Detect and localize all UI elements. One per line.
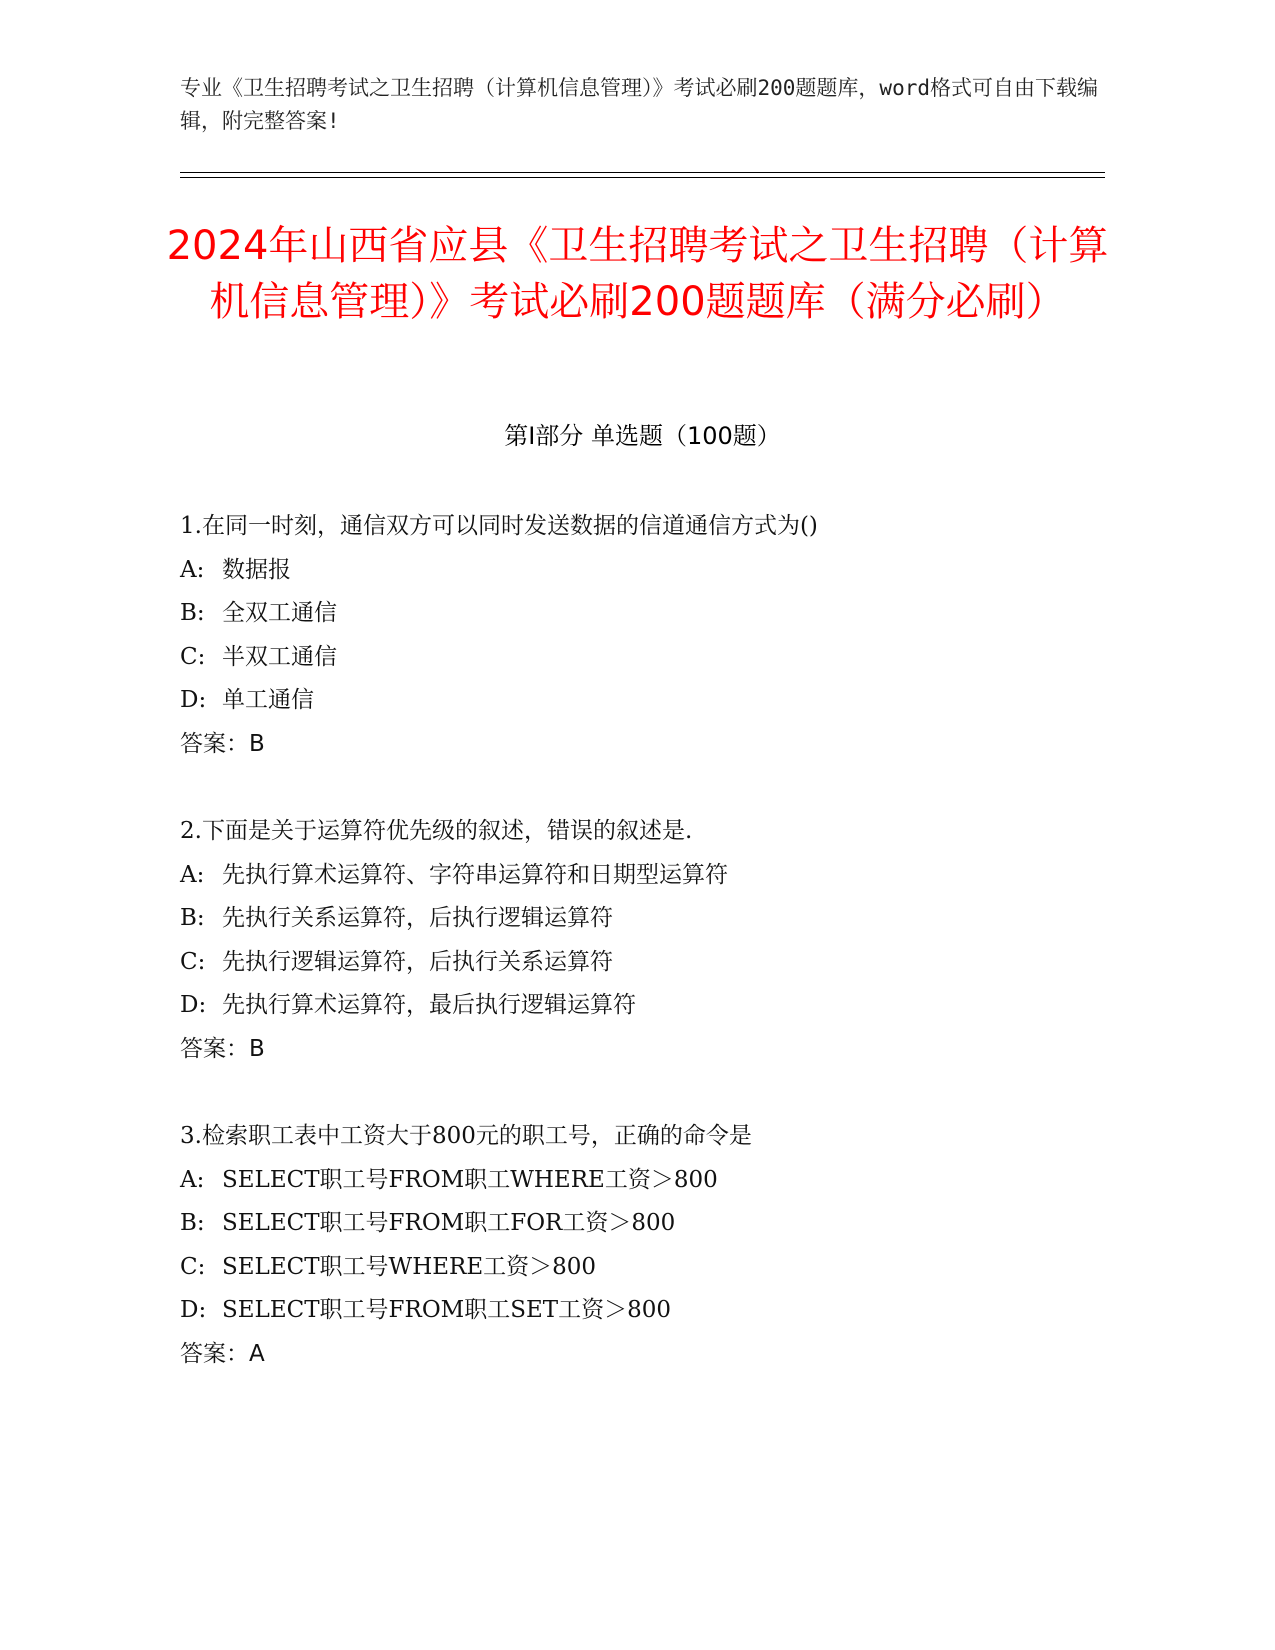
header-rule-bottom	[180, 177, 1105, 178]
option-label: B:	[180, 1210, 205, 1236]
answer: 答案：B	[180, 730, 265, 757]
option-label: C:	[180, 1253, 206, 1280]
option-label: D:	[180, 992, 207, 1018]
option-label: B:	[180, 600, 205, 626]
option-b	[180, 897, 1105, 941]
option-label: B:	[180, 905, 205, 931]
question-2	[180, 810, 1105, 1071]
question-3	[180, 1115, 1105, 1376]
header-note: 专业《卫生招聘考试之卫生招聘（计算机信息管理）》考试必刷200题题库，word格式可自由下载编辑，附完整答案!	[180, 76, 1098, 133]
option-label: C:	[180, 643, 206, 670]
option-a	[180, 1159, 1105, 1203]
question-stem: 3.检索职工表中工资大于800元的职工号，正确的命令是	[180, 1123, 752, 1149]
option-text: SELECT职工号FROM职工SET工资＞800	[222, 1297, 672, 1323]
option-text: SELECT职工号FROM职工FOR工资＞800	[222, 1210, 676, 1236]
option-c	[180, 1246, 1105, 1290]
option-text: 全双工通信	[222, 600, 337, 626]
question-stem: 1.在同一时刻，通信双方可以同时发送数据的信道通信方式为()	[180, 513, 818, 539]
option-text: SELECT职工号FROM职工WHERE工资＞800	[222, 1166, 718, 1193]
option-c	[180, 636, 1105, 680]
option-text: 先执行逻辑运算符，后执行关系运算符	[222, 948, 613, 975]
option-text: 半双工通信	[222, 643, 337, 670]
option-label: D:	[180, 1297, 207, 1323]
option-a	[180, 549, 1105, 593]
option-d	[180, 679, 1105, 723]
section-title: 第I部分 单选题（100题）	[504, 422, 781, 450]
option-label: D:	[180, 687, 207, 713]
option-text: 先执行算术运算符、字符串运算符和日期型运算符	[222, 861, 728, 888]
option-a	[180, 854, 1105, 898]
header-rule-top	[180, 172, 1105, 173]
option-b	[180, 592, 1105, 636]
option-text: 单工通信	[222, 687, 314, 713]
question-stem: 2.下面是关于运算符优先级的叙述，错误的叙述是.	[180, 818, 693, 844]
option-text: 先执行算术运算符，最后执行逻辑运算符	[222, 992, 636, 1018]
option-c	[180, 941, 1105, 985]
option-label: A:	[180, 861, 205, 888]
option-label: C:	[180, 948, 206, 975]
option-text: SELECT职工号WHERE工资＞800	[222, 1253, 597, 1280]
question-1	[180, 505, 1105, 766]
option-label: A:	[180, 556, 205, 583]
answer: 答案：A	[180, 1340, 265, 1367]
option-d	[180, 984, 1105, 1028]
option-b	[180, 1202, 1105, 1246]
document-title: 2024年山西省应县《卫生招聘考试之卫生招聘（计算机信息管理）》考试必刷200题题库（满分必刷）	[166, 223, 1109, 325]
option-text: 数据报	[222, 556, 291, 583]
option-d	[180, 1289, 1105, 1333]
option-label: A:	[180, 1166, 205, 1193]
option-text: 先执行关系运算符，后执行逻辑运算符	[222, 905, 613, 931]
answer: 答案：B	[180, 1035, 265, 1062]
